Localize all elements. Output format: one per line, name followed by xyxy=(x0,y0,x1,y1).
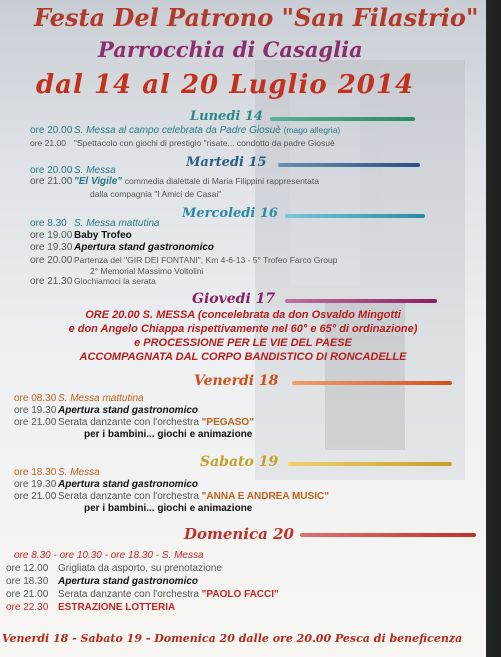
schedule-row xyxy=(6,576,198,587)
schedule-row xyxy=(14,405,198,416)
schedule-row xyxy=(30,176,319,187)
footer-note: Venerdi 18 - Sabato 19 - Domenica 20 dalle ore 20.00 Pesca di beneficenza xyxy=(2,632,463,645)
time-label: ore 21.00 xyxy=(14,417,57,428)
event-text: S. Messa al campo celebrata da Padre Giosuè xyxy=(74,125,281,136)
event-text: Serata danzante con l'orchestra xyxy=(58,417,199,428)
day-divider xyxy=(300,533,476,537)
event-text: commedia dialettale di Maria Filippini rappresentata xyxy=(124,176,319,186)
time-label: ore 21.00 xyxy=(6,589,49,600)
time-label: ore 08.30 xyxy=(14,393,57,404)
day-title-wednesday: Mercoledi 16 xyxy=(182,206,278,221)
day-title-sunday: Domenica 20 xyxy=(184,525,294,543)
time-label: ore 12.00 xyxy=(6,563,49,574)
day-title-friday: Venerdi 18 xyxy=(194,373,279,389)
schedule-row xyxy=(14,491,329,502)
event-text: Apertura stand gastronomico xyxy=(58,479,199,490)
event-text: S. Messa xyxy=(58,467,100,478)
schedule-row xyxy=(30,138,335,148)
event-note: (mago allegria) xyxy=(283,125,341,135)
schedule-row xyxy=(30,255,337,266)
schedule-row xyxy=(30,218,160,229)
event-text: Giochiamoci la serata xyxy=(74,276,156,286)
schedule-row xyxy=(30,125,340,136)
day-divider xyxy=(278,163,420,167)
orchestra-name: "ANNA E ANDREA MUSIC" xyxy=(201,491,329,502)
day-title-monday: Lunedi 14 xyxy=(190,109,263,124)
event-text: Baby Trofeo xyxy=(74,230,132,241)
day-title-tuesday: Martedi 15 xyxy=(186,155,267,170)
time-label: ore 21.00 xyxy=(30,176,73,187)
thursday-line: ORE 20.00 S. MESSA (concelebrata da don Osvaldo Mingotti xyxy=(85,309,401,321)
event-text: Apertura stand gastronomico xyxy=(58,405,199,416)
poster-title: Festa Del Patrono "San Filastrio" xyxy=(34,3,479,32)
schedule-row xyxy=(30,242,214,253)
day-divider xyxy=(292,381,452,385)
orchestra-name: "PEGASO" xyxy=(201,417,254,428)
day-title-saturday: Sabato 19 xyxy=(200,454,279,470)
time-label: ore 22.30 xyxy=(6,602,49,613)
day-divider xyxy=(288,462,452,466)
event-text: Apertura stand gastronomico xyxy=(74,242,215,253)
thursday-line: e PROCESSIONE PER LE VIE DEL PAESE xyxy=(134,337,352,349)
schedule-row xyxy=(14,417,254,428)
time-label: ore 21.00 xyxy=(30,138,66,148)
event-text: ESTRAZIONE LOTTERIA xyxy=(58,602,176,613)
schedule-row xyxy=(6,563,222,574)
event-text: S. Messa mattutina xyxy=(58,393,144,404)
time-label: ore 19.00 xyxy=(30,230,73,241)
time-label: ore 20.00 xyxy=(30,125,73,136)
event-text: S. Messa xyxy=(74,165,116,176)
time-label: ore 18.30 xyxy=(6,576,49,587)
time-label: ore 18.30 xyxy=(14,467,57,478)
orchestra-name: "PAOLO FACCI" xyxy=(201,589,279,600)
time-label: ore 20.00 xyxy=(30,255,73,266)
day-divider xyxy=(285,299,437,303)
thursday-line: ACCOMPAGNATA DAL CORPO BANDISTICO DI RONCADELLE xyxy=(79,351,407,363)
event-text-continued: dalla compagnia "I Amici de Casai" xyxy=(90,189,222,199)
day-title-thursday: Giovedi 17 xyxy=(192,291,276,307)
schedule-row xyxy=(30,276,156,287)
event-title: "El Vigile" xyxy=(74,176,123,187)
time-label: ore 21.30 xyxy=(30,276,73,287)
parish-name: Parrocchia di Casaglia xyxy=(98,37,363,62)
schedule-row xyxy=(6,589,279,600)
event-text: Partenza del "GIR DEI FONTANI", Km 4-6-13 - 5° Trofeo Farco Group xyxy=(74,255,338,265)
date-range: dal 14 al 20 Luglio 2014 xyxy=(36,70,415,100)
day-divider xyxy=(270,117,415,121)
time-label: ore 19.30 xyxy=(30,242,73,253)
schedule-row xyxy=(6,602,175,613)
church-watermark xyxy=(255,60,465,480)
event-text: "Spettacolo con giochi di prestigio "risate... condotto da padre Giosuè xyxy=(74,138,335,148)
event-extra: per i bambini... giochi e animazione xyxy=(84,503,253,514)
time-label: ore 8.30 xyxy=(30,218,67,229)
event-text: Serata danzante con l'orchestra xyxy=(58,491,199,502)
time-label: ore 21.00 xyxy=(14,491,57,502)
thursday-line: e don Angelo Chiappa rispettivamente nel 60° e 65° di ordinazione) xyxy=(68,323,418,335)
event-text: S. Messa mattutina xyxy=(74,218,160,229)
event-text-continued: 2° Memorial Massimo Voltolini xyxy=(90,266,204,276)
schedule-row xyxy=(14,393,144,404)
time-label: ore 19.30 xyxy=(14,479,57,490)
time-label: ore 20.00 xyxy=(30,165,73,176)
schedule-row xyxy=(30,165,116,176)
schedule-row: ore 8.30 - ore 10.30 - ore 18.30 - S. Messa xyxy=(14,550,204,561)
time-label: ore 19.30 xyxy=(14,405,57,416)
schedule-row xyxy=(14,467,100,478)
schedule-row xyxy=(14,479,198,490)
event-text: Apertura stand gastronomico xyxy=(58,576,199,587)
event-text: Serata danzante con l'orchestra xyxy=(58,589,199,600)
event-text: Grigliata da asporto, su prenotazione xyxy=(58,563,222,574)
day-divider xyxy=(285,214,425,218)
event-extra: per i bambini... giochi e animazione xyxy=(84,429,253,440)
schedule-row xyxy=(30,230,132,241)
